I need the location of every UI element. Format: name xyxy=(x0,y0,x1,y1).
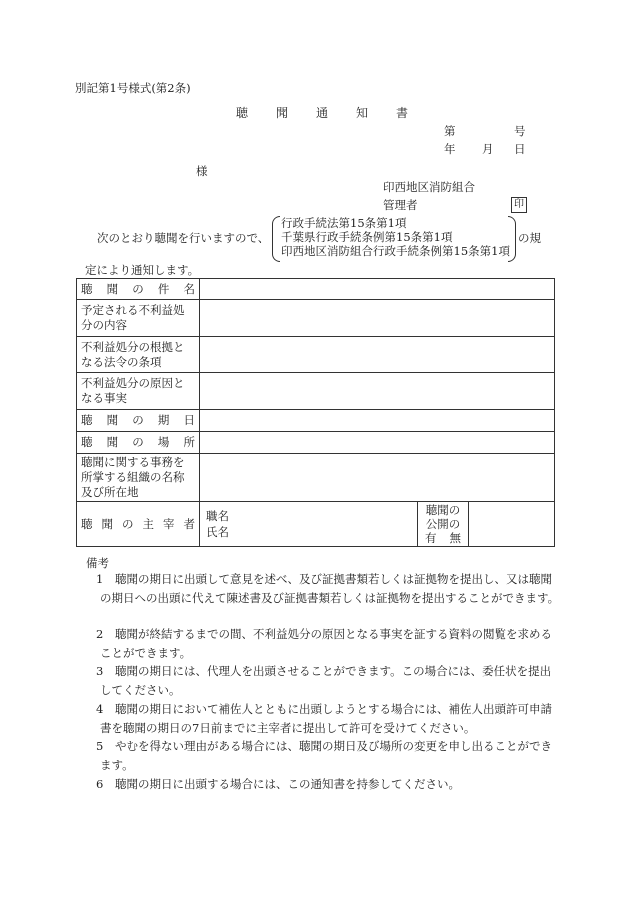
value-planned-disposition[interactable] xyxy=(200,300,555,337)
title-char: 聞 xyxy=(276,106,289,120)
label-char: 日 xyxy=(183,413,195,427)
label-char: 聞 xyxy=(101,516,113,531)
table-row xyxy=(77,502,555,547)
label-char: 聞 xyxy=(106,413,119,427)
intro-text: 次のとおり聴聞を行いますので、 xyxy=(97,231,270,245)
label-char: 主 xyxy=(142,516,154,531)
table-row xyxy=(77,300,555,337)
value-legal-basis[interactable] xyxy=(200,337,555,373)
table-row xyxy=(77,279,555,300)
law-item: 印西地区消防組合行政手続条例第15条第1項 xyxy=(281,244,510,258)
issuer-organization: 印西地区消防組合 xyxy=(383,180,475,194)
presider-detail-cell xyxy=(200,502,555,547)
remark-number: 4 xyxy=(96,702,104,716)
law-item: 行政手続法第15条第1項 xyxy=(281,216,407,230)
public-label-line: 公開の xyxy=(425,517,461,531)
label-char: 名 xyxy=(183,281,195,296)
issuer-title: 管理者 xyxy=(383,198,418,212)
label-legal-basis: 不利益処分の根拠となる法令の条項 xyxy=(77,337,200,373)
document-title xyxy=(236,107,408,119)
position-label: 職名 xyxy=(206,509,229,523)
label-char: 聴 xyxy=(81,435,93,449)
table-row xyxy=(77,337,555,373)
table-row xyxy=(77,373,555,410)
remark-number: 5 xyxy=(96,739,104,753)
public-label xyxy=(417,502,469,546)
provision-continuation: 定により通知します。 xyxy=(85,263,200,277)
label-char: 聴 xyxy=(81,281,93,296)
value-responsible-office[interactable] xyxy=(200,454,555,502)
table-row xyxy=(77,410,555,432)
remark-number: 6 xyxy=(96,777,104,791)
remark-item xyxy=(96,775,560,794)
hearing-info-table xyxy=(76,278,555,547)
label-char: 場 xyxy=(157,435,170,449)
label-cause-facts: 不利益処分の原因となる事実 xyxy=(77,373,200,410)
remark-item xyxy=(96,570,560,607)
label-char: 聴 xyxy=(81,413,93,427)
table-row xyxy=(77,432,555,454)
remark-text: 聴聞の期日において補佐人とともに出頭しようとする場合には、補佐人出頭許可申請書を聴聞の期日の7日前までに主宰者に提出して許可を受けてください。 xyxy=(100,702,552,735)
title-char: 書 xyxy=(396,106,409,120)
remark-text: 聴聞の期日に出頭する場合には、この通知書を持参してください。 xyxy=(115,777,460,791)
addressee-suffix: 様 xyxy=(196,164,208,178)
remark-item xyxy=(96,700,560,737)
label-char: 無 xyxy=(449,531,461,545)
public-label-line xyxy=(425,531,461,545)
label-char: 宰 xyxy=(163,516,175,531)
value-hearing-place[interactable] xyxy=(200,432,555,454)
value-cause-facts[interactable] xyxy=(200,373,555,410)
form-label: 別記第1号様式(第2条) xyxy=(75,81,191,95)
label-case-name xyxy=(77,279,200,300)
date-year: 年 xyxy=(444,142,456,156)
label-char: の xyxy=(132,435,144,449)
title-char: 通 xyxy=(316,106,329,120)
remark-text: 聴聞が終結するまでの間、不利益処分の原因となる事実を証する資料の閲覧を求めることができます。 xyxy=(100,627,552,660)
remark-text: やむを得ない理由がある場合には、聴聞の期日及び場所の変更を申し出ることができます。 xyxy=(100,739,552,772)
public-label-line: 聴聞の xyxy=(425,503,461,517)
label-hearing-date xyxy=(77,410,200,432)
value-case-name[interactable] xyxy=(200,279,555,300)
label-char: 聴 xyxy=(81,516,93,531)
label-presider xyxy=(77,502,200,547)
remarks-title: 備考 xyxy=(86,556,109,570)
label-char: 有 xyxy=(425,531,437,545)
remark-item xyxy=(96,662,560,699)
remark-text: 聴聞の期日には、代理人を出頭させることができます。この場合には、委任状を提出してください。 xyxy=(100,664,552,697)
remark-item xyxy=(96,625,560,662)
label-char: の xyxy=(122,516,134,531)
date-day: 日 xyxy=(514,142,526,156)
label-char: 聞 xyxy=(106,281,119,296)
seal-mark: 印 xyxy=(511,197,527,213)
table-row xyxy=(77,454,555,502)
date-month: 月 xyxy=(482,142,494,156)
left-bracket xyxy=(272,216,280,262)
remark-text: 聴聞の期日に出頭して意見を述べ、及び証拠書類若しくは証拠物を提出し、又は聴聞の期日への出頭に代えて陳述書及び証拠書類若しくは証拠物を提出することができます。 xyxy=(100,572,560,605)
law-bracket-group xyxy=(272,216,516,260)
title-char: 知 xyxy=(356,106,369,120)
number-prefix: 第 xyxy=(444,124,456,138)
label-char: 所 xyxy=(183,435,195,449)
name-label: 氏名 xyxy=(206,525,229,539)
label-char: 件 xyxy=(157,281,170,296)
title-char: 聴 xyxy=(236,106,249,120)
label-hearing-place xyxy=(77,432,200,454)
label-responsible-office: 聴聞に関する事務を所掌する組織の名称及び所在地 xyxy=(77,454,200,502)
label-char: 期 xyxy=(157,413,170,427)
provision-suffix: の規 xyxy=(518,231,541,245)
label-char: の xyxy=(132,413,144,427)
presider-name-area[interactable] xyxy=(200,502,417,546)
remark-number: 1 xyxy=(96,572,104,586)
label-char: 聞 xyxy=(106,435,119,449)
remark-number: 3 xyxy=(96,664,104,678)
label-char: の xyxy=(132,281,144,296)
document-number-line xyxy=(444,124,526,138)
label-planned-disposition: 予定される不利益処分の内容 xyxy=(77,300,200,337)
number-suffix: 号 xyxy=(514,124,526,138)
right-bracket xyxy=(508,216,516,262)
label-char: 者 xyxy=(183,516,195,531)
remark-item xyxy=(96,737,560,774)
law-item: 千葉県行政手続条例第15条第1項 xyxy=(281,230,453,244)
public-value[interactable] xyxy=(469,502,554,546)
value-hearing-date[interactable] xyxy=(200,410,555,432)
remark-number: 2 xyxy=(96,627,104,641)
